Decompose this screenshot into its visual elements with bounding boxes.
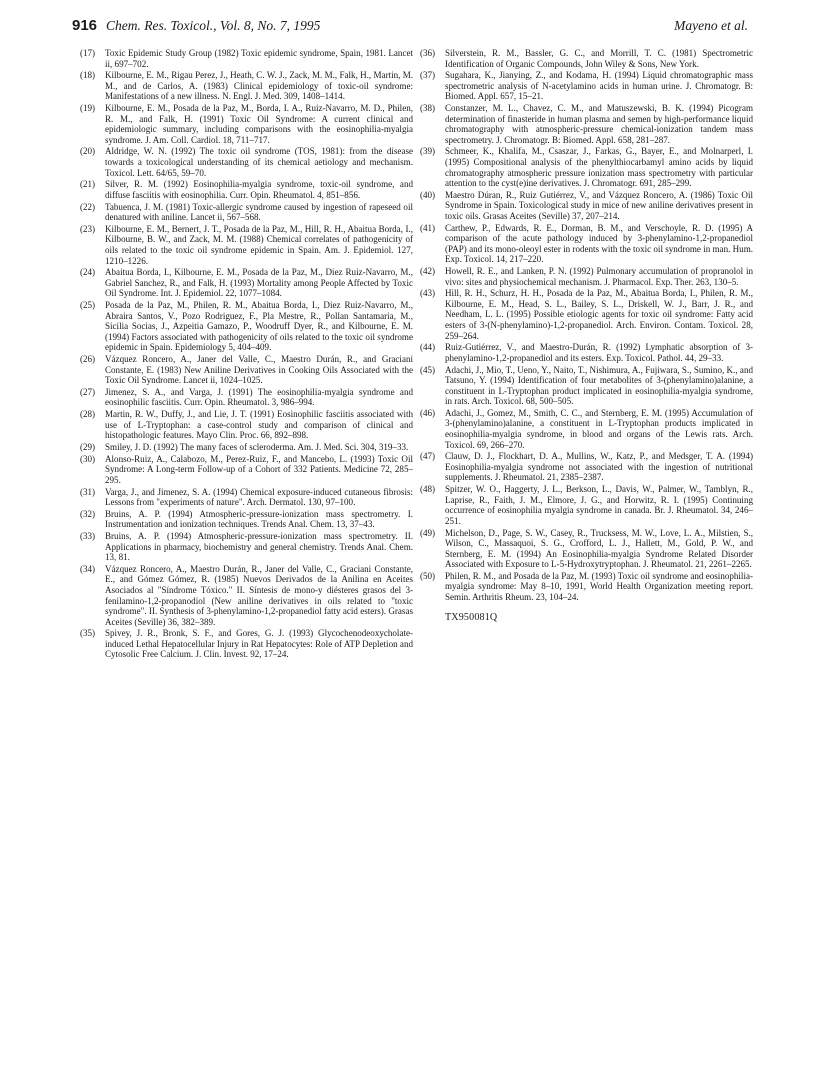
reference-item	[420, 342, 753, 363]
reference-text: Maestro Dúran, R., Ruiz Gutiérrez, V., and Vázquez Roncero, A. (1986) Toxic Oil Syndrome in Spain. Toxicological study in mice of new aniline derivatives present in toxic oils. Grasas Aceites (Seville) 37, 207–214.	[445, 189, 753, 221]
reference-item	[80, 564, 413, 627]
reference-text: Smiley, J. D. (1992) The many faces of scleroderma. Am. J. Med. Sci. 304, 319–33.	[105, 441, 409, 452]
reference-text: Schmeer, K., Khalifa, M., Csaszar, J., Farkas, G., Bayer, E., and Molnarperl, I. (1995) Compositional analysis of the phenylthiocarbamyl amino acids by liquid chromatography atmospheric pressure ionization mass spectrometry with particular attention to the cyst(e)ine derivatives. J. Chromatogr. 691, 285–299.	[445, 146, 753, 189]
reference-text: Tabuenca, J. M. (1981) Toxic-allergic syndrome caused by ingestion of rapeseed oil denatured with aniline. Lancet ii, 567–568.	[105, 201, 413, 223]
reference-number: (40)	[420, 189, 436, 200]
reference-text: Bruins, A. P. (1994) Atmospheric-pressure-ionization mass spectrometry. II. Applications in pharmacy, biochemistry and general chemistry. Trends Anal. Chem. 13, 81.	[105, 531, 413, 563]
reference-text: Martin, R. W., Duffy, J., and Lie, J. T. (1991) Eosinophilic fasciitis associated with use of L-Tryptophan: a case-control study and comparison of clinical and histopathologic features. Mayo Clin. Proc. 66, 892–898.	[105, 409, 413, 441]
reference-number: (37)	[420, 70, 436, 81]
reference-text: Hill, R. H., Schurz, H. H., Posada de la Paz, M., Abaitua Borda, I., Philen, R. M., Kilbourne, E. M., Head, S. L., Bailey, S. L., Driskell, W. J., Barr, J. R., and Needham, L. L. (1995) Possible etiologic agents for toxic oil syndrome: Fatty acid esters of 3-(N-phenylamino)-1,2-propanediol. Arch. Environ. Contam. Toxicol. 28, 259–264.	[445, 288, 753, 341]
reference-text: Spivey, J. R., Bronk, S. F., and Gores, G. J. (1993) Glycochenodeoxycholate-induced Lethal Hepatocellular Injury in Rat Hepatocytes: Role of ATP Depletion and Cytosolic Free Calcium. J. Clin. Invest. 92, 17–24.	[105, 628, 413, 660]
reference-number: (33)	[80, 531, 96, 542]
reference-text: Silverstein, R. M., Bassler, G. C., and Morrill, T. C. (1981) Spectrometric Identification of Organic Compounds, John Wiley & Sons, New York.	[445, 48, 753, 69]
reference-text: Jimenez, S. A., and Varga, J. (1991) The eosinophilia-myalgia syndrome and eosinophilic fasciitis. Curr. Opin. Rheumatol. 3, 986–994.	[105, 386, 413, 408]
reference-number: (19)	[80, 103, 96, 114]
reference-item	[80, 179, 413, 200]
reference-item	[420, 451, 753, 483]
reference-number: (47)	[420, 451, 436, 462]
reference-text: Alonso-Ruiz, A., Calabozo, M., Perez-Ruiz, F., and Mancebo, L. (1993) Toxic Oil Syndrome: A Long-term Follow-up of a Cohort of 332 Patients. Medicine 72, 285–295.	[105, 453, 413, 485]
reference-text: Ruiz-Gutiérrez, V., and Maestro-Durán, R. (1992) Lymphatic absorption of 3-phenylamino-1,2-propanediol and its esters. Exp. Toxicol. Pathol. 44, 29–33.	[445, 342, 753, 363]
reference-item	[420, 365, 753, 407]
reference-item	[80, 70, 413, 102]
reference-number: (26)	[80, 354, 96, 364]
reference-number: (24)	[80, 267, 96, 278]
reference-text: Toxic Epidemic Study Group (1982) Toxic epidemic syndrome, Spain, 1981. Lancet ii, 697–702.	[105, 48, 413, 69]
reference-item	[420, 266, 753, 287]
reference-number: (25)	[80, 300, 96, 311]
reference-item	[80, 628, 413, 660]
reference-text: Kilbourne, E. M., Bernert, J. T., Posada de la Paz, M., Hill, R. H., Abaitua Borda, I., Kilbourne, B. W., and Zack, M. M. (1988) Chemical correlates of pathogenicity of oils related to the toxic oil syndrome epidemic in Spain. Am. J. Epidemiol. 127, 1210–1226.	[105, 223, 413, 266]
reference-number: (42)	[420, 266, 436, 277]
reference-number: (32)	[80, 508, 96, 519]
reference-number: (36)	[420, 48, 436, 58]
reference-number: (34)	[80, 563, 96, 574]
reference-item	[80, 202, 413, 223]
reference-text: Spitzer, W. O., Haggerty, J. L., Berkson, L., Davis, W., Palmer, W., Tamblyn, R., Laprise, R., Faith, J. M., Elmore, J. G., and Horwitz, R. I. (1995) Continuing occurrence of eosinophilia myalgia syndrome in canada. Br. J. Rheumatol. 34, 246–251.	[445, 484, 753, 526]
reference-number: (46)	[420, 407, 436, 418]
reference-item	[80, 509, 413, 530]
reference-text: Abaitua Borda, I., Kilbourne, E. M., Posada de la Paz, M., Diez Ruiz-Navarro, M., Gabriel Sanchez, R., and Falk, H. (1993) Mortality among People Affected by Toxic Oil Syndrome. Int. J. Epidemiol. 22, 1077–1084.	[105, 267, 413, 299]
reference-number: (21)	[80, 179, 96, 190]
reference-item	[80, 442, 413, 453]
reference-item	[80, 387, 413, 408]
reference-item	[80, 487, 413, 508]
reference-number: (48)	[420, 484, 436, 495]
reference-text: Constanzer, M. L., Chavez, C. M., and Matuszewski, B. K. (1994) Picogram determination of finasteride in human plasma and semen by high-performance liquid chromatography with atmospheric-pressure chemical-ionization tandem mass spectrometry. J. Chromatogr. B: Biomed. Appl. 658, 281–287.	[445, 103, 753, 145]
reference-number: (44)	[420, 342, 436, 353]
reference-item	[420, 408, 753, 450]
reference-text: Adachi, J., Mio, T., Ueno, Y., Naito, T., Nishimura, A., Fujiwara, S., Sumino, K., and Tatsuno, Y. (1994) Identification of four metabolites of 3-(phenylamino)alanine, a constituent in L-Tryptophan product implicated in eosinophilia-myalgia syndrome, in rats. Arch. Toxicol. 68, 500–505.	[445, 364, 753, 407]
reference-number: (43)	[420, 288, 436, 299]
reference-text: Philen, R. M., and Posada de la Paz, M. (1993) Toxic oil syndrome and eosinophilia-myalgia syndrome: May 8–10, 1991, World Health Organization meeting report. Semin. Arthritis Rheum. 23, 104–24.	[445, 570, 753, 602]
reference-item	[420, 288, 753, 341]
reference-item	[420, 48, 753, 69]
reference-item	[420, 146, 753, 188]
reference-item	[80, 146, 413, 178]
reference-item	[420, 484, 753, 526]
reference-text: Posada de la Paz, M., Philen, R. M., Abaitua Borda, I., Diez Ruiz-Navarro, M., Abraira Santos, V., Pozo Rodriguez, F., Pla Mestre, R., Pollan Santamaria, M., Sicilia Socias, J., Azpeitia Gamazo, P., Woodruff Dyer, R., and Kilbourne, E. M. (1994) Factors associated with pathogenicity of oils related to the toxic oil syndrome epidemic in Spain. Epidemiology 5, 404–409.	[105, 300, 413, 353]
reference-item	[80, 354, 413, 386]
reference-item	[80, 454, 413, 486]
reference-number: (27)	[80, 386, 96, 397]
running-authors: Mayeno et al.	[674, 18, 748, 33]
reference-item	[420, 70, 753, 102]
references-right-column	[420, 48, 753, 623]
reference-number: (29)	[80, 441, 96, 452]
reference-number: (18)	[80, 70, 96, 81]
reference-text: Kilbourne, E. M., Posada de la Paz, M., Borda, I. A., Ruiz-Navarro, M. D., Philen, R. M., and Falk, H. (1991) Toxic Oil Syndrome: A current clinical and epidemiologic summary, including comparisons with the eosinophilia-myalgia syndrome. J. Am. Coll. Cardiol. 18, 711–717.	[105, 103, 413, 145]
reference-number: (41)	[420, 222, 436, 233]
manuscript-id: TX950081Q	[445, 611, 498, 623]
reference-number: (50)	[420, 570, 436, 581]
reference-item	[420, 190, 753, 222]
reference-item	[420, 571, 753, 603]
reference-text: Adachi, J., Gomez, M., Smith, C. C., and Sternberg, E. M. (1995) Accumulation of 3-(phenylamino)alanine, a constituent in L-Tryptophan products implicated in eosinophilia-myalgia syndrome, in blood and organs of the Lewis rats. Arch. Toxicol. 69, 266–270.	[445, 407, 753, 450]
page-number: 916	[72, 17, 98, 34]
references-right-list	[420, 48, 753, 603]
reference-item	[80, 531, 413, 563]
reference-item	[80, 300, 413, 353]
reference-number: (20)	[80, 146, 96, 157]
reference-number: (35)	[80, 628, 96, 639]
reference-text: Vázquez Roncero, A., Maestro Durán, R., Janer del Valle, C., Graciani Constante, E., and Gómez Gómez, R. (1985) Nuevos Derivados de la Anilina en Aceites Asociados al "Síndrome Tóxico." II. Síntesis de mono-y diésteres grasos del 3-fenilamino-1,2-propanodiol (New aniline derivatives in oils related to "toxic syndrome". II. Synthesis of 3-phenylamino-1,2-propanediol fatty acid esters). Grasas Aceites (Seville) 36, 382–389.	[105, 563, 413, 627]
reference-text: Sugahara, K., Jianying, Z., and Kodama, H. (1994) Liquid chromatographic mass spectrometric analysis of N-acetylamino acids in human urine. J. Chromatogr. B: Biomed. Appl. 657, 15–21.	[445, 70, 753, 102]
reference-item	[420, 223, 753, 265]
reference-item	[80, 224, 413, 266]
reference-number: (28)	[80, 409, 96, 420]
reference-number: (38)	[420, 103, 436, 114]
reference-text: Carthew, P., Edwards, R. E., Dorman, B. M., and Verschoyle, R. D. (1995) A comparison of the acute pathology induced by 3-phenylamino-1,2-propanediol (PAP) and its mono-oleoyl ester in rodents with the toxic oil syndrome in man. Hum. Exp. Toxicol. 14, 217–220.	[445, 222, 753, 265]
reference-text: Clauw, D. J., Flockhart, D. A., Mullins, W., Katz, P., and Medsger, T. A. (1994) Eosinophilia-myalgia syndrome not associated with the ingestion of nutritional supplements. J. Rheumatol. 21, 2385–2387.	[445, 451, 753, 483]
reference-text: Varga, J., and Jimenez, S. A. (1994) Chemical exposure-induced cutaneous fibrosis: Lessons from "experiments of nature". Arch. Dermatol. 130, 97–100.	[105, 486, 413, 508]
reference-item	[80, 48, 413, 69]
reference-item	[80, 409, 413, 441]
reference-item	[80, 103, 413, 145]
reference-number: (22)	[80, 201, 96, 212]
reference-number: (31)	[80, 486, 96, 497]
reference-text: Vázquez Roncero, A., Janer del Valle, C., Maestro Durán, R., and Graciani Constante, E. (1983) New Aniline Derivatives in Cooking Oils Associated with the Toxic Oil Syndrome. Lancet ii, 1024–1025.	[105, 354, 413, 386]
reference-number: (17)	[80, 48, 96, 58]
reference-number: (45)	[420, 364, 436, 375]
reference-number: (30)	[80, 453, 96, 464]
reference-item	[420, 528, 753, 570]
journal-citation: Chem. Res. Toxicol., Vol. 8, No. 7, 1995	[106, 18, 321, 33]
reference-item	[80, 267, 413, 299]
reference-item	[420, 103, 753, 145]
reference-text: Kilbourne, E. M., Rigau Perez, J., Heath, C. W. J., Zack, M. M., Falk, H., Martin, M. M., and de Carlos, A. (1983) Clinical epidemiology of toxic-oil syndrome: Manifestations of a new illness. N. Engl. J. Med. 309, 1408–1414.	[105, 70, 413, 102]
reference-text: Silver, R. M. (1992) Eosinophilia-myalgia syndrome, toxic-oil syndrome, and diffuse fasciitis with eosinophilia. Curr. Opin. Rheumatol. 4, 851–856.	[105, 179, 413, 200]
reference-number: (39)	[420, 146, 436, 157]
references-left-column	[80, 48, 413, 661]
reference-number: (23)	[80, 223, 96, 234]
page-header	[72, 17, 748, 43]
reference-text: Howell, R. E., and Lanken, P. N. (1992) Pulmonary accumulation of propranolol in vivo: sites and physiochemical mechanism. J. Pharmacol. Exp. Ther. 263, 130–5.	[445, 266, 753, 287]
reference-text: Michelson, D., Page, S. W., Casey, R., Trucksess, M. W., Love, L. A., Milstien, S., Wilson, C., Massaquoi, S. G., Crofford, L. J., Hallett, M., Gold, P. W., and Sternberg, E. M. (1994) An Eosinophilia-myalgia Syndrome Related Disorder Associated with Exposure to L-5-Hydroxytryptophan. J. Rheumatol. 21, 2261–2265.	[445, 527, 753, 570]
reference-text: Aldridge, W. N. (1992) The toxic oil syndrome (TOS, 1981): from the disease towards a toxicological understanding of its chemical aetiology and mechanism. Toxicol. Lett. 64/65, 59–70.	[105, 146, 413, 178]
reference-text: Bruins, A. P. (1994) Atmospheric-pressure-ionization mass spectrometry. I. Instrumentation and ionization techniques. Trends Anal. Chem. 13, 37–43.	[105, 508, 413, 530]
reference-number: (49)	[420, 527, 436, 538]
